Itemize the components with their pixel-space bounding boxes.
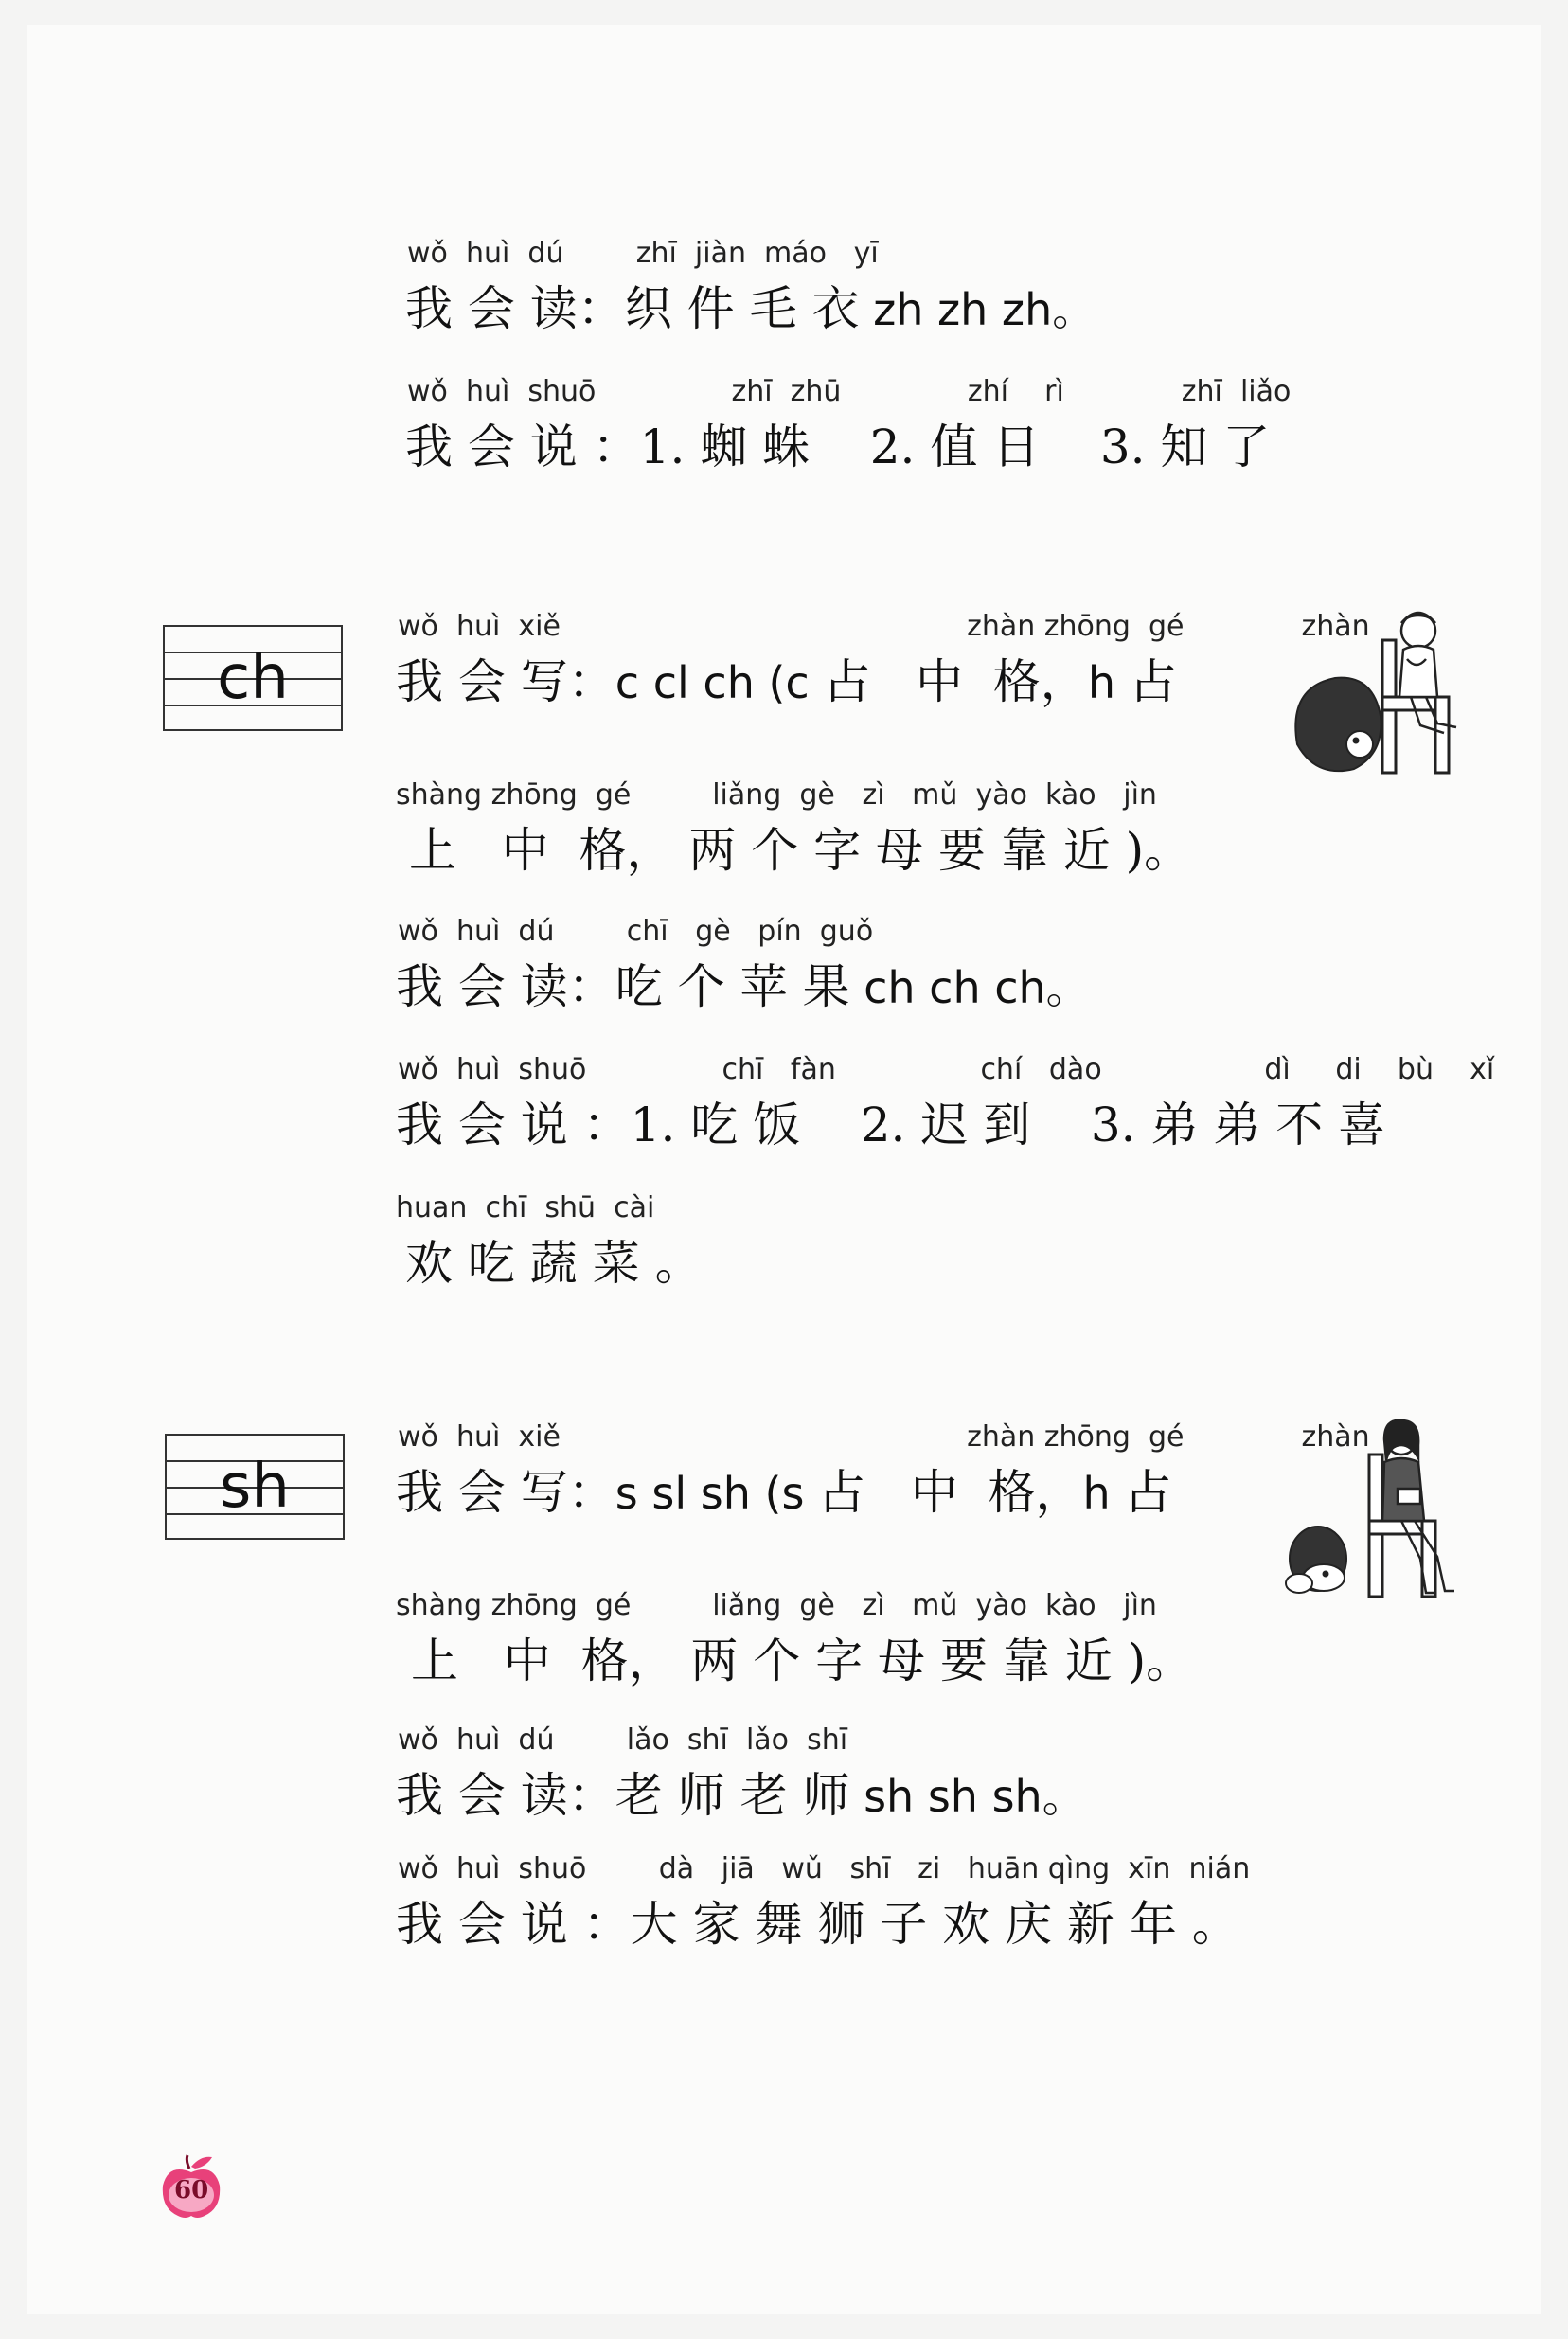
sh-write2-text: 上 中 格， 两 个 字 母 要 靠 近 )。	[411, 1634, 1194, 1688]
sh-letter-box	[165, 1434, 345, 1540]
sh-write2-pinyin: shàng zhōng gé liǎng gè zì mǔ yào kào jìn	[396, 1589, 1157, 1622]
zh-say-text: 我 会 说 ：1. 蜘 蛛 2. 值 日 3. 知 了	[405, 420, 1271, 474]
ch-write-text-b: 占 中 格，	[823, 654, 1088, 709]
ch-write2-text: 上 中 格， 两 个 字 母 要 靠 近 )。	[409, 823, 1192, 878]
sh-say-pinyin: wǒ huì shuō dà jiā wǔ shī zi huān qìng xīn nián	[398, 1852, 1251, 1885]
sh-say-text: 我 会 说 ：大 家 舞 狮 子 欢 庆 新 年 。	[396, 1897, 1239, 1952]
ch-say-text: 我 会 说 ：1. 吃 饭 2. 迟 到 3. 弟 弟 不 喜	[396, 1098, 1386, 1152]
sh-letter: sh	[220, 1452, 290, 1522]
hedgehog-boy-illustration	[1278, 602, 1477, 782]
zh-say-pinyin: wǒ huì shuō zhī zhū zhí rì zhī liǎo	[407, 375, 1292, 408]
ch-read-latin: ch ch ch。	[849, 962, 1090, 1013]
sh-write-latin-b: h	[1082, 1468, 1125, 1519]
ch-write-text-c: 占	[1129, 654, 1177, 709]
zh-read-pinyin: wǒ huì dú zhī jiàn máo yī	[407, 237, 879, 270]
page-number: 60	[174, 2176, 209, 2205]
sh-read-text: 我 会 读：老 师 老 师	[396, 1768, 850, 1823]
ch-read-pinyin: wǒ huì dú chī gè pín guǒ	[398, 915, 874, 948]
ch-letter: ch	[217, 643, 289, 713]
sh-read-line	[396, 1765, 1086, 1827]
lion-teacher-illustration	[1278, 1417, 1477, 1606]
zh-read-latin: zh zh zh。	[859, 284, 1096, 335]
ch-write-pinyin: wǒ huì xiě zhàn zhōng gé zhàn	[398, 610, 1370, 643]
ch-say-pinyin: wǒ huì shuō chī fàn chí dào dì di bù xǐ	[398, 1053, 1495, 1086]
sh-write-text-c: 占	[1124, 1465, 1172, 1520]
ch-write-text-a: 我 会 写：	[396, 654, 615, 709]
sh-write-pinyin: wǒ huì xiě zhàn zhōng gé zhàn	[398, 1420, 1370, 1454]
ch-write-latin: c cl ch (c	[615, 657, 824, 708]
sh-read-latin: sh sh sh。	[849, 1771, 1086, 1822]
zh-read-text: 我 会 读：织 件 毛 衣	[405, 281, 860, 336]
sh-write-text-a: 我 会 写：	[396, 1465, 615, 1520]
ch-say2-pinyin: huan chī shū cài	[396, 1191, 655, 1224]
zh-read-line	[405, 278, 1096, 340]
ch-read-text: 我 会 读：吃 个 苹 果	[396, 959, 850, 1014]
sh-read-pinyin: wǒ huì dú lǎo shī lǎo shī	[398, 1723, 848, 1757]
ch-letter-box	[163, 625, 343, 731]
ch-say2-text: 欢 吃 蔬 菜 。	[405, 1236, 703, 1291]
workbook-page	[27, 25, 1541, 2314]
ch-write-latin-b: h	[1087, 657, 1130, 708]
ch-write2-pinyin: shàng zhōng gé liǎng gè zì mǔ yào kào jìn	[396, 778, 1157, 812]
ch-read-line	[396, 956, 1090, 1018]
ch-write-line	[396, 652, 1177, 713]
sh-write-latin: s sl sh (s	[615, 1468, 819, 1519]
sh-write-text-b: 占 中 格，	[818, 1465, 1083, 1520]
sh-write-line	[396, 1462, 1171, 1524]
